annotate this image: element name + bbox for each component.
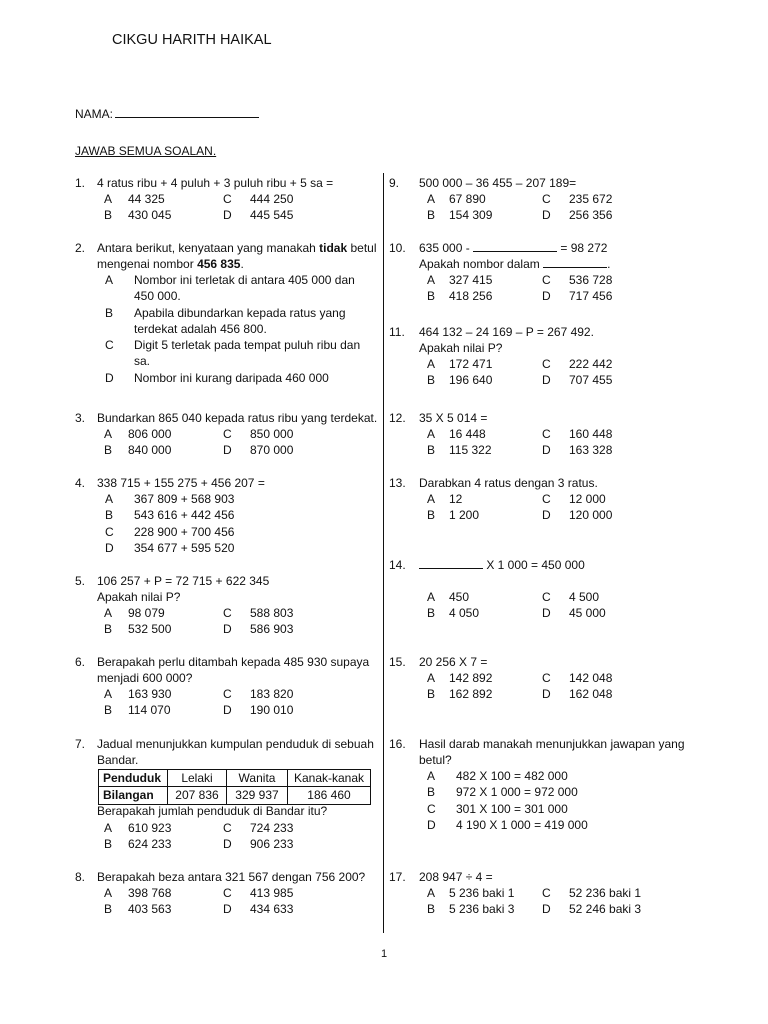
option-key: D	[542, 508, 551, 522]
question-stem: Bundarkan 865 040 kepada ratus ribu yang terdekat.	[97, 411, 378, 425]
population-table	[98, 769, 371, 805]
option-b: 115 322	[449, 443, 492, 457]
option-a: 5 236 baki 1	[449, 886, 515, 900]
option-b: 430 045	[128, 208, 172, 222]
question-stem: Darabkan 4 ratus dengan 3 ratus.	[419, 476, 598, 490]
question-1	[75, 175, 380, 225]
option-b: 1 200	[449, 508, 480, 522]
table-row	[99, 787, 371, 804]
question-9	[389, 175, 719, 225]
name-field	[75, 105, 259, 121]
question-number: 14.	[389, 558, 406, 572]
question-stem-line2: menjadi 600 000?	[97, 671, 193, 685]
instruction: JAWAB SEMUA SOALAN.	[75, 144, 217, 158]
question-number: 17.	[389, 870, 406, 884]
option-d: 163 328	[569, 443, 613, 457]
option-c: 183 820	[250, 687, 294, 701]
question-7	[75, 736, 380, 854]
option-b: B 972 X 1 000 = 972 000	[427, 785, 578, 800]
option-c: 142 048	[569, 671, 613, 685]
option-key: B	[104, 837, 113, 851]
question-stem: Antara berikut, kenyataan yang manakah tidak betul	[97, 241, 377, 255]
option-key: B	[427, 289, 436, 303]
question-stem: 338 715 + 155 275 + 456 207 =	[97, 476, 265, 490]
option-b: 114 070	[128, 703, 171, 717]
answer-blank	[473, 240, 557, 252]
page-number: 1	[381, 948, 388, 960]
option-key: D	[542, 606, 551, 620]
table-cell: 329 937	[227, 787, 288, 804]
option-a: 610 923	[128, 821, 172, 835]
question-4	[75, 475, 380, 557]
option-d: 45 000	[569, 606, 606, 620]
option-d: D Nombor ini kurang daripada 460 000	[105, 370, 329, 385]
option-key: B	[104, 443, 113, 457]
question-number: 10.	[389, 241, 406, 255]
option-a: A Nombor ini terletak di antara 405 000 dan 450 000.	[105, 273, 355, 304]
option-key: D	[223, 622, 232, 636]
question-12	[389, 410, 719, 460]
question-stem-line2: mengenai nombor 456 835.	[97, 257, 244, 271]
option-key: A	[427, 671, 436, 685]
option-a: 142 892	[449, 671, 493, 685]
answer-blank	[543, 256, 607, 268]
question-stem-line2: Apakah nilai P?	[419, 341, 503, 355]
question-5	[75, 573, 380, 639]
table-header-row	[99, 770, 371, 787]
question-stem: 20 256 X 7 =	[419, 655, 488, 669]
option-key: C	[542, 273, 551, 287]
option-a: A 482 X 100 = 482 000	[427, 769, 568, 783]
option-b: 162 892	[449, 687, 493, 701]
option-b: 196 640	[449, 373, 493, 387]
option-key: A	[104, 886, 113, 900]
table-header: Lelaki	[168, 770, 227, 787]
question-number: 6.	[75, 655, 86, 669]
option-key: B	[427, 373, 436, 387]
question-stem-line2: betul?	[419, 753, 452, 767]
option-a: 172 471	[449, 357, 493, 371]
question-2	[75, 240, 380, 390]
question-stem: Jadual menunjukkan kumpulan penduduk di sebuah	[97, 737, 374, 751]
question-13	[389, 475, 719, 525]
option-key: B	[104, 703, 113, 717]
question-stem: 464 132 – 24 169 – P = 267 492.	[419, 325, 594, 339]
option-key: A	[104, 821, 113, 835]
question-number: 12.	[389, 411, 406, 425]
option-key: B	[427, 508, 436, 522]
question-number: 1.	[75, 176, 86, 190]
option-key: C	[542, 886, 551, 900]
option-key: D	[223, 443, 232, 457]
question-stem: X 1 000 = 450 000	[419, 557, 585, 573]
question-number: 15.	[389, 655, 406, 669]
question-stem: 106 257 + P = 72 715 + 622 345	[97, 574, 270, 588]
question-stem-line2: Apakah nombor dalam .	[419, 257, 611, 271]
option-key: C	[542, 357, 551, 371]
option-c: 12 000	[569, 492, 606, 506]
option-d: 162 048	[569, 687, 613, 701]
option-key: B	[427, 606, 436, 620]
question-stem: Hasil darab manakah menunjukkan jawapan yang	[419, 737, 685, 751]
option-key: B	[427, 443, 436, 457]
option-c: 588 803	[250, 606, 294, 620]
option-key: C	[223, 687, 232, 701]
option-d: 906 233	[250, 837, 294, 851]
option-a: A 367 809 + 568 903	[105, 492, 235, 506]
name-blank	[115, 105, 259, 118]
option-d: D 354 677 + 595 520	[105, 540, 235, 555]
question-stem: 500 000 – 36 455 – 207 189=	[419, 176, 577, 190]
question-15	[389, 654, 719, 704]
table-cell: Bilangan	[99, 787, 168, 804]
question-number: 4.	[75, 476, 86, 490]
option-c: 724 233	[250, 821, 294, 835]
option-key: A	[427, 192, 436, 206]
option-key: D	[223, 837, 232, 851]
option-c: 222 442	[569, 357, 613, 371]
option-key: C	[542, 492, 551, 506]
option-key: A	[427, 590, 436, 604]
question-16	[389, 736, 719, 836]
option-a: 806 000	[128, 427, 172, 441]
question-10	[389, 240, 719, 306]
question-number: 13.	[389, 476, 406, 490]
option-key: A	[427, 492, 436, 506]
question-number: 11.	[389, 325, 405, 339]
option-d: 434 633	[250, 902, 294, 916]
option-key: C	[223, 886, 232, 900]
option-c: 4 500	[569, 590, 600, 604]
option-d: 870 000	[250, 443, 294, 457]
option-c: C 228 900 + 700 456	[105, 524, 235, 539]
option-list	[427, 768, 707, 833]
option-key: A	[104, 606, 113, 620]
option-c: 52 236 baki 1	[569, 886, 642, 900]
option-b: 403 563	[128, 902, 172, 916]
option-key: C	[223, 427, 232, 441]
table-cell: 186 460	[288, 787, 371, 804]
question-number: 9.	[389, 176, 400, 190]
question-stem: 4 ratus ribu + 4 puluh + 3 puluh ribu + 5 sa =	[97, 176, 334, 190]
option-b: 532 500	[128, 622, 172, 636]
option-d: D 4 190 X 1 000 = 419 000	[427, 817, 588, 832]
question-stem-line3: Berapakah jumlah penduduk di Bandar itu?	[97, 804, 328, 818]
option-b: 624 233	[128, 837, 172, 851]
option-key: C	[223, 821, 232, 835]
option-c: 160 448	[569, 427, 613, 441]
option-key: A	[427, 357, 436, 371]
question-11	[389, 324, 719, 390]
option-c: 850 000	[250, 427, 294, 441]
option-key: B	[104, 902, 113, 916]
table-header: Penduduk	[99, 770, 168, 787]
option-key: C	[223, 192, 232, 206]
option-key: D	[223, 902, 232, 916]
option-list	[105, 272, 365, 386]
option-key: A	[427, 273, 436, 287]
question-stem: 35 X 5 014 =	[419, 411, 488, 425]
option-key: B	[427, 208, 436, 222]
question-stem: 635 000 - = 98 272	[419, 241, 608, 255]
option-key: D	[542, 902, 551, 916]
question-14	[389, 557, 719, 623]
option-key: D	[542, 289, 551, 303]
option-key: D	[223, 208, 232, 222]
option-key: A	[104, 687, 113, 701]
table-cell: 207 836	[168, 787, 227, 804]
option-d: 586 903	[250, 622, 294, 636]
option-b: 154 309	[449, 208, 493, 222]
option-c: C Digit 5 terletak pada tempat puluh ribu dan sa.	[105, 338, 361, 369]
option-c: C 301 X 100 = 301 000	[427, 801, 568, 816]
option-key: A	[427, 427, 436, 441]
question-stem-line2: Apakah nilai P?	[97, 590, 181, 604]
option-key: D	[542, 208, 551, 222]
option-key: B	[104, 622, 113, 636]
option-key: C	[542, 671, 551, 685]
option-key: D	[542, 687, 551, 701]
option-b: 840 000	[128, 443, 172, 457]
option-key: B	[427, 902, 436, 916]
option-key: A	[104, 192, 113, 206]
question-8	[75, 869, 380, 919]
option-a: 98 079	[128, 606, 165, 620]
option-d: 707 455	[569, 373, 613, 387]
option-key: D	[542, 373, 551, 387]
option-a: 327 415	[449, 273, 493, 287]
option-a: 398 768	[128, 886, 172, 900]
option-list	[105, 491, 365, 556]
question-number: 16.	[389, 737, 406, 751]
option-key: D	[223, 703, 232, 717]
option-a: 163 930	[128, 687, 172, 701]
option-d: 256 356	[569, 208, 613, 222]
option-key: B	[427, 687, 436, 701]
table-header: Kanak-kanak	[288, 770, 371, 787]
option-key: B	[104, 208, 113, 222]
option-key: D	[542, 443, 551, 457]
option-a: 67 890	[449, 192, 486, 206]
option-b: 418 256	[449, 289, 493, 303]
option-c: 235 672	[569, 192, 613, 206]
option-a: 12	[449, 492, 463, 506]
table-header: Wanita	[227, 770, 288, 787]
answer-blank	[419, 557, 483, 569]
option-d: 52 246 baki 3	[569, 902, 642, 916]
option-a: 44 325	[128, 192, 165, 206]
option-key: C	[542, 427, 551, 441]
question-stem: 208 947 ÷ 4 =	[419, 870, 493, 884]
question-number: 5.	[75, 574, 86, 588]
question-stem: Berapakah perlu ditambah kepada 485 930 supaya	[97, 655, 370, 669]
option-d: 190 010	[250, 703, 294, 717]
name-label: NAMA:	[75, 107, 114, 121]
option-c: 413 985	[250, 886, 294, 900]
question-17	[389, 869, 719, 919]
option-d: 445 545	[250, 208, 294, 222]
question-stem: Berapakah beza antara 321 567 dengan 756 200?	[97, 870, 366, 884]
option-d: 120 000	[569, 508, 613, 522]
option-a: 16 448	[449, 427, 486, 441]
option-a: 450	[449, 590, 470, 604]
option-key: C	[542, 590, 551, 604]
question-stem-line2: Bandar.	[97, 753, 139, 767]
teacher-name: CIKGU HARITH HAIKAL	[112, 32, 272, 48]
question-number: 7.	[75, 737, 86, 751]
option-d: 717 456	[569, 289, 613, 303]
option-key: A	[427, 886, 436, 900]
option-b: 4 050	[449, 606, 480, 620]
option-key: C	[223, 606, 232, 620]
option-c: 444 250	[250, 192, 294, 206]
option-b: B Apabila dibundarkan kepada ratus yang terdekat adalah 456 800.	[105, 305, 346, 336]
option-c: 536 728	[569, 273, 613, 287]
question-3	[75, 410, 380, 460]
option-key: A	[104, 427, 113, 441]
column-divider	[383, 173, 384, 933]
option-b: 5 236 baki 3	[449, 902, 515, 916]
question-number: 2.	[75, 241, 86, 255]
option-key: C	[542, 192, 551, 206]
option-b: B 543 616 + 442 456	[105, 508, 235, 523]
question-6	[75, 654, 380, 720]
question-number: 3.	[75, 411, 86, 425]
question-number: 8.	[75, 870, 86, 884]
